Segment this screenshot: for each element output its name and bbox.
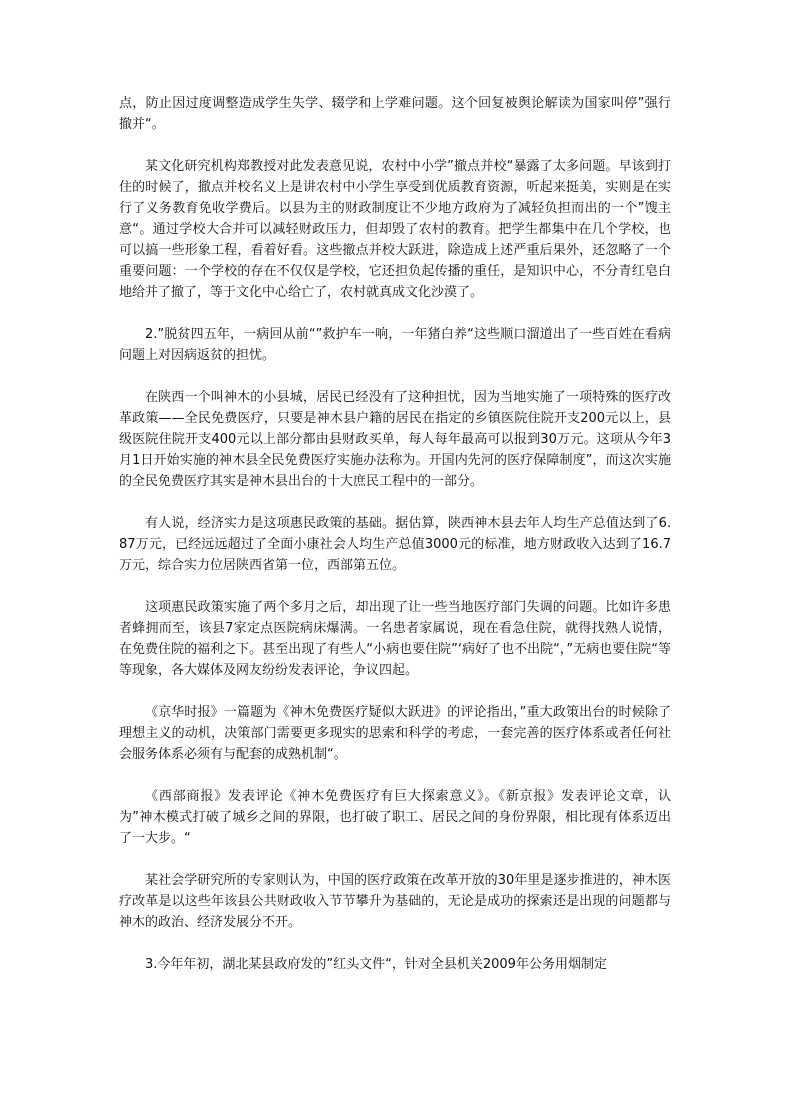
paragraph-professor-comment: 某文化研究机构郑教授对此发表意见说，农村中小学”撤点并校“暴露了太多问题。早该到打住的时候了，撤点并校名义上是讲农村中小学生享受到优质教育资源，听起来挺美，实则是在实行了义务教育免收学费后。以县为主的财政制度让不少地方政府为了减轻负担而出的一个”馊主意“。通过学校大合并可以减轻财政压力，但却毁了农村的教育。把学生都集中在几个学校，也可以搞一些形象工程，看着好看。这些撤点并校大跃进，除造成上述严重后果外，还忽略了一个重要问题：一个学校的存在不仅仅是学校，它还担负起传播的重任，是知识中心，不分青红皂白地给并了撤了，等于文化中心给亡了，农村就真成文化沙漠了。: [119, 159, 671, 300]
paragraph-shenmu-medical-reform: 在陕西一个叫神木的小县城，居民已经没有了这种担忧，因为当地实施了一项特殊的医疗改革政策——全民免费医疗，只要是神木县户籍的居民在指定的乡镇医院住院开支200元以上，县级医院住院开支400元以上部分都由县财政买单，每人每年最高可以报到30万元。这项从今年3月1日开始实施的神木县全民免费医疗实施办法称为。开国内先河的医疗保障制度”，而这次实施的全民免费医疗其实是神木县出台的十大庶民工程中的一部分。: [119, 390, 671, 489]
paragraph-xibu-xinjing-comment: 《西部商报》发表评论《神木免费医疗有巨大探索意义》。《新京报》发表评论文章，认为”神木模式打破了城乡之间的界限，也打破了职工、居民之间的身份界限，相比现有体系迈出了一大步。“: [119, 789, 671, 846]
paragraph-section-2-intro: 2.”脱贫四五年，一病回从前“”救护车一响，一年猪白养“这些顺口溜道出了一些百姓在看病问题上对因病返贫的担忧。: [119, 327, 671, 363]
paragraph-economic-strength: 有人说，经济实力是这项惠民政策的基础。据估算，陕西神木县去年人均生产总值达到了6.87万元，已经远远超过了全面小康社会人均生产总值3000元的标准，地方财政收入达到了16.7万元，综合实力位居陕西省第一位，西部第五位。: [119, 516, 671, 573]
paragraph-policy-problems: 这项惠民政策实施了两个多月之后，却出现了让一些当地医疗部门失调的问题。比如许多患者蜂拥而至，该县7家定点医院病床爆满。一名患者家属说，现在看急住院，就得找熟人说情，在免费住院的福利之下。甚至出现了有些人“小病也要住院”‘病好了也不出院“，”无病也要住院“等等现象，各大媒体及网友纷纷发表评论，争议四起。: [119, 600, 671, 678]
paragraph-section-3-intro: 3.今年年初，湖北某县政府发的”红头文件“，针对全县机关2009年公务用烟制定: [145, 957, 607, 972]
document-body: [119, 93, 671, 996]
paragraph-sociology-expert: 某社会学研究所的专家则认为，中国的医疗政策在改革开放的30年里是逐步推进的，神木医疗改革是以这些年该县公共财政收入节节攀升为基础的，无论是成功的探索还是出现的问题都与神木的政治、经济发展分不开。: [119, 873, 671, 930]
paragraph-jinghua-comment: 《京华时报》一篇题为《神木免费医疗疑似大跃进》的评论指出，”重大政策出台的时候除了理想主义的动机，决策部门需要更多现实的思索和科学的考虑，一套完善的医疗体系或者任何社会服务体系必须有与配套的成熟机制“。: [119, 705, 671, 762]
paragraph-school-closure-end: 点，防止因过度调整造成学生失学、辍学和上学难问题。这个回复被舆论解读为国家叫停”强行撤并“。: [119, 96, 671, 132]
